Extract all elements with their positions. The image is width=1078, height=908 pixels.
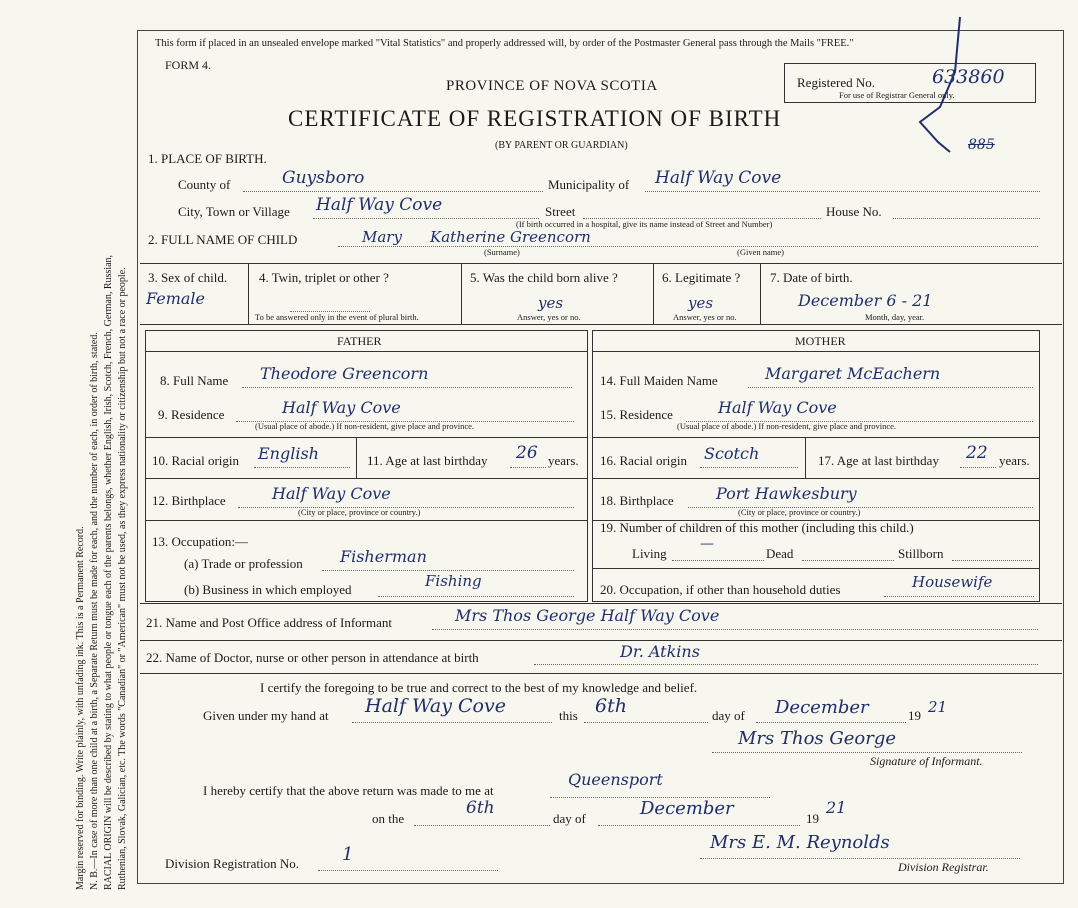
registrar-place-value: Queensport xyxy=(568,770,663,789)
mail-notice: This form if placed in an unsealed envelope marked "Vital Statistics" and properly addressed will, by order of the Postmaster General pass through the Mails "FREE." xyxy=(155,38,854,49)
informant-label: 21. Name and Post Office address of Informant xyxy=(146,615,392,630)
municipality-label: Municipality of xyxy=(548,177,630,192)
row-rule-bottom xyxy=(140,324,1062,325)
registrar-statement: I hereby certify that the above return was made to me at xyxy=(203,783,494,798)
living-value: — xyxy=(700,536,714,552)
dob-value: December 6 - 21 xyxy=(798,291,933,310)
city-label: City, Town or Village xyxy=(178,204,290,219)
margin-line-2: N. B.—In case of more than one child at a birth, a Separate Return must be made for each, and the number of each, in order of birth, stated. xyxy=(89,332,100,890)
margin-line-1: Margin reserved for binding. Write plainly, with unfading ink. This is a Permanent Record. xyxy=(75,526,86,890)
father-race-value: English xyxy=(258,444,319,463)
county-value: Guysboro xyxy=(282,168,365,188)
page-title: CERTIFICATE OF REGISTRATION OF BIRTH xyxy=(288,106,782,131)
house-label: House No. xyxy=(826,204,882,219)
registrar-signature: Mrs E. M. Reynolds xyxy=(710,832,890,853)
registered-label: Registered No. xyxy=(797,75,875,90)
row-rule-top xyxy=(140,263,1062,264)
mother-residence-note: (Usual place of abode.) If non-resident, give place and province. xyxy=(677,421,897,431)
mother-occupation-value: Housewife xyxy=(912,573,993,591)
doctor-label: 22. Name of Doctor, nurse or other person in attendance at birth xyxy=(146,650,479,665)
city-value: Half Way Cove xyxy=(316,195,443,215)
father-name-value: Theodore Greencorn xyxy=(260,364,429,383)
twin-note: To be answered only in the event of plural birth. xyxy=(255,312,419,322)
county-line xyxy=(243,191,543,192)
father-age-label: 11. Age at last birthday xyxy=(367,453,488,468)
surname-note: (Surname) xyxy=(484,247,520,257)
mother-race-label: 16. Racial origin xyxy=(600,453,688,468)
house-line xyxy=(893,218,1040,219)
father-birthplace-note: (City or place, province or country.) xyxy=(298,507,421,517)
trade-value: Fisherman xyxy=(340,547,427,566)
margin-notes xyxy=(74,0,130,890)
registrar-day-value: 6th xyxy=(466,798,495,818)
sex-value: Female xyxy=(146,289,205,308)
margin-line-4: Ruthenian, Slovak, Galician, etc. The words "Canadian" or "American" must not be used, as they express nationality or citizenship but not a race or people. xyxy=(117,267,128,890)
county-label: County of xyxy=(178,177,231,192)
dob-note: Month, day, year. xyxy=(865,312,925,322)
father-years-label: years. xyxy=(548,453,579,468)
informant-signature-label: Signature of Informant. xyxy=(870,754,983,768)
dead-label: Dead xyxy=(766,546,794,561)
father-birthplace-value: Half Way Cove xyxy=(272,484,391,503)
day-of-label: day of xyxy=(712,708,745,723)
mother-birthplace-note: (City or place, province or country.) xyxy=(738,507,861,517)
informant-signature: Mrs Thos George xyxy=(738,728,897,749)
trade-label: (a) Trade or profession xyxy=(184,556,303,571)
given-year-value: 21 xyxy=(928,698,948,716)
mother-name-value: Margaret McEachern xyxy=(765,364,941,383)
registrar-day-of-label: day of xyxy=(553,811,586,826)
province-heading: PROVINCE OF NOVA SCOTIA xyxy=(446,78,658,94)
mother-age-label: 17. Age at last birthday xyxy=(818,453,939,468)
municipality-line xyxy=(645,191,1040,192)
father-residence-value: Half Way Cove xyxy=(282,398,401,417)
doctor-value: Dr. Atkins xyxy=(620,642,700,661)
mother-residence-label: 15. Residence xyxy=(600,407,673,422)
place-section-label: 1. PLACE OF BIRTH. xyxy=(148,151,267,166)
father-race-label: 10. Racial origin xyxy=(152,453,240,468)
child-given-value: Mary xyxy=(362,228,402,246)
hospital-note: (If birth occurred in a hospital, give its name instead of Street and Number) xyxy=(516,219,773,229)
registrar-year-value: 21 xyxy=(826,798,847,817)
city-line xyxy=(313,218,539,219)
legit-note: Answer, yes or no. xyxy=(673,312,737,322)
living-label: Living xyxy=(632,546,667,561)
legit-label: 6. Legitimate ? xyxy=(662,270,741,285)
child-name-line xyxy=(338,246,1038,247)
mother-residence-value: Half Way Cove xyxy=(718,398,837,417)
registrar-signature-label: Division Registrar. xyxy=(898,860,989,874)
registrar-month-value: December xyxy=(640,798,734,819)
mother-age-value: 22 xyxy=(966,443,988,463)
given-under-label: Given under my hand at xyxy=(203,708,329,723)
given-day-value: 6th xyxy=(595,695,627,717)
twin-label: 4. Twin, triplet or other ? xyxy=(259,270,389,285)
alive-value: yes xyxy=(538,294,564,312)
mother-birthplace-label: 18. Birthplace xyxy=(600,493,674,508)
child-name-label: 2. FULL NAME OF CHILD xyxy=(148,232,298,247)
mother-name-label: 14. Full Maiden Name xyxy=(600,373,718,388)
occupation-label: 13. Occupation:— xyxy=(152,534,249,549)
registrar-year-prefix: 19 xyxy=(806,811,819,826)
page-subtitle: (BY PARENT OR GUARDIAN) xyxy=(495,140,628,151)
father-residence-note: (Usual place of abode.) If non-resident, give place and province. xyxy=(255,421,475,431)
informant-value: Mrs Thos George Half Way Cove xyxy=(455,606,720,625)
mother-heading: MOTHER xyxy=(795,334,846,348)
legit-value: yes xyxy=(688,294,714,312)
sex-label: 3. Sex of child. xyxy=(148,270,228,285)
on-the-label: on the xyxy=(372,811,405,826)
given-year-prefix: 19 xyxy=(908,708,921,723)
division-value: 1 xyxy=(342,844,354,865)
municipality-value: Half Way Cove xyxy=(655,168,782,188)
mother-birthplace-value: Port Hawkesbury xyxy=(716,484,857,503)
division-label: Division Registration No. xyxy=(165,856,299,871)
children-count-label: 19. Number of children of this mother (including this child.) xyxy=(600,520,914,535)
this-label: this xyxy=(559,708,578,723)
given-place-value: Half Way Cove xyxy=(365,695,506,717)
mother-occupation-label: 20. Occupation, if other than household duties xyxy=(600,582,841,597)
given-month-value: December xyxy=(775,697,869,718)
given-name-note: (Given name) xyxy=(737,247,784,257)
alive-label: 5. Was the child born alive ? xyxy=(470,270,618,285)
child-surname-value: Katherine Greencorn xyxy=(430,228,591,246)
father-heading: FATHER xyxy=(337,334,382,348)
registrar-note: For use of Registrar General only. xyxy=(839,90,955,100)
certify-statement: I certify the foregoing to be true and correct to the best of my knowledge and belief. xyxy=(260,680,698,695)
business-label: (b) Business in which employed xyxy=(184,582,352,597)
father-residence-label: 9. Residence xyxy=(158,407,225,422)
father-birthplace-label: 12. Birthplace xyxy=(152,493,226,508)
form-number: FORM 4. xyxy=(165,58,212,72)
street-label: Street xyxy=(545,204,576,219)
dob-label: 7. Date of birth. xyxy=(770,270,853,285)
registered-number: 633860 xyxy=(932,66,1005,88)
crossed-number: 885 xyxy=(968,137,995,153)
mother-years-label: years. xyxy=(999,453,1030,468)
stillborn-label: Stillborn xyxy=(898,546,944,561)
alive-note: Answer, yes or no. xyxy=(517,312,581,322)
mother-race-value: Scotch xyxy=(704,444,760,463)
father-name-label: 8. Full Name xyxy=(160,373,229,388)
business-value: Fishing xyxy=(425,572,482,590)
margin-line-3: RACIAL ORIGIN will be described by stating to what people or tongue each of the parents belongs, whether English, Irish, Scotch, French, German, Russian, xyxy=(103,254,114,890)
father-age-value: 26 xyxy=(516,443,538,463)
pen-stroke-mark xyxy=(910,12,970,162)
